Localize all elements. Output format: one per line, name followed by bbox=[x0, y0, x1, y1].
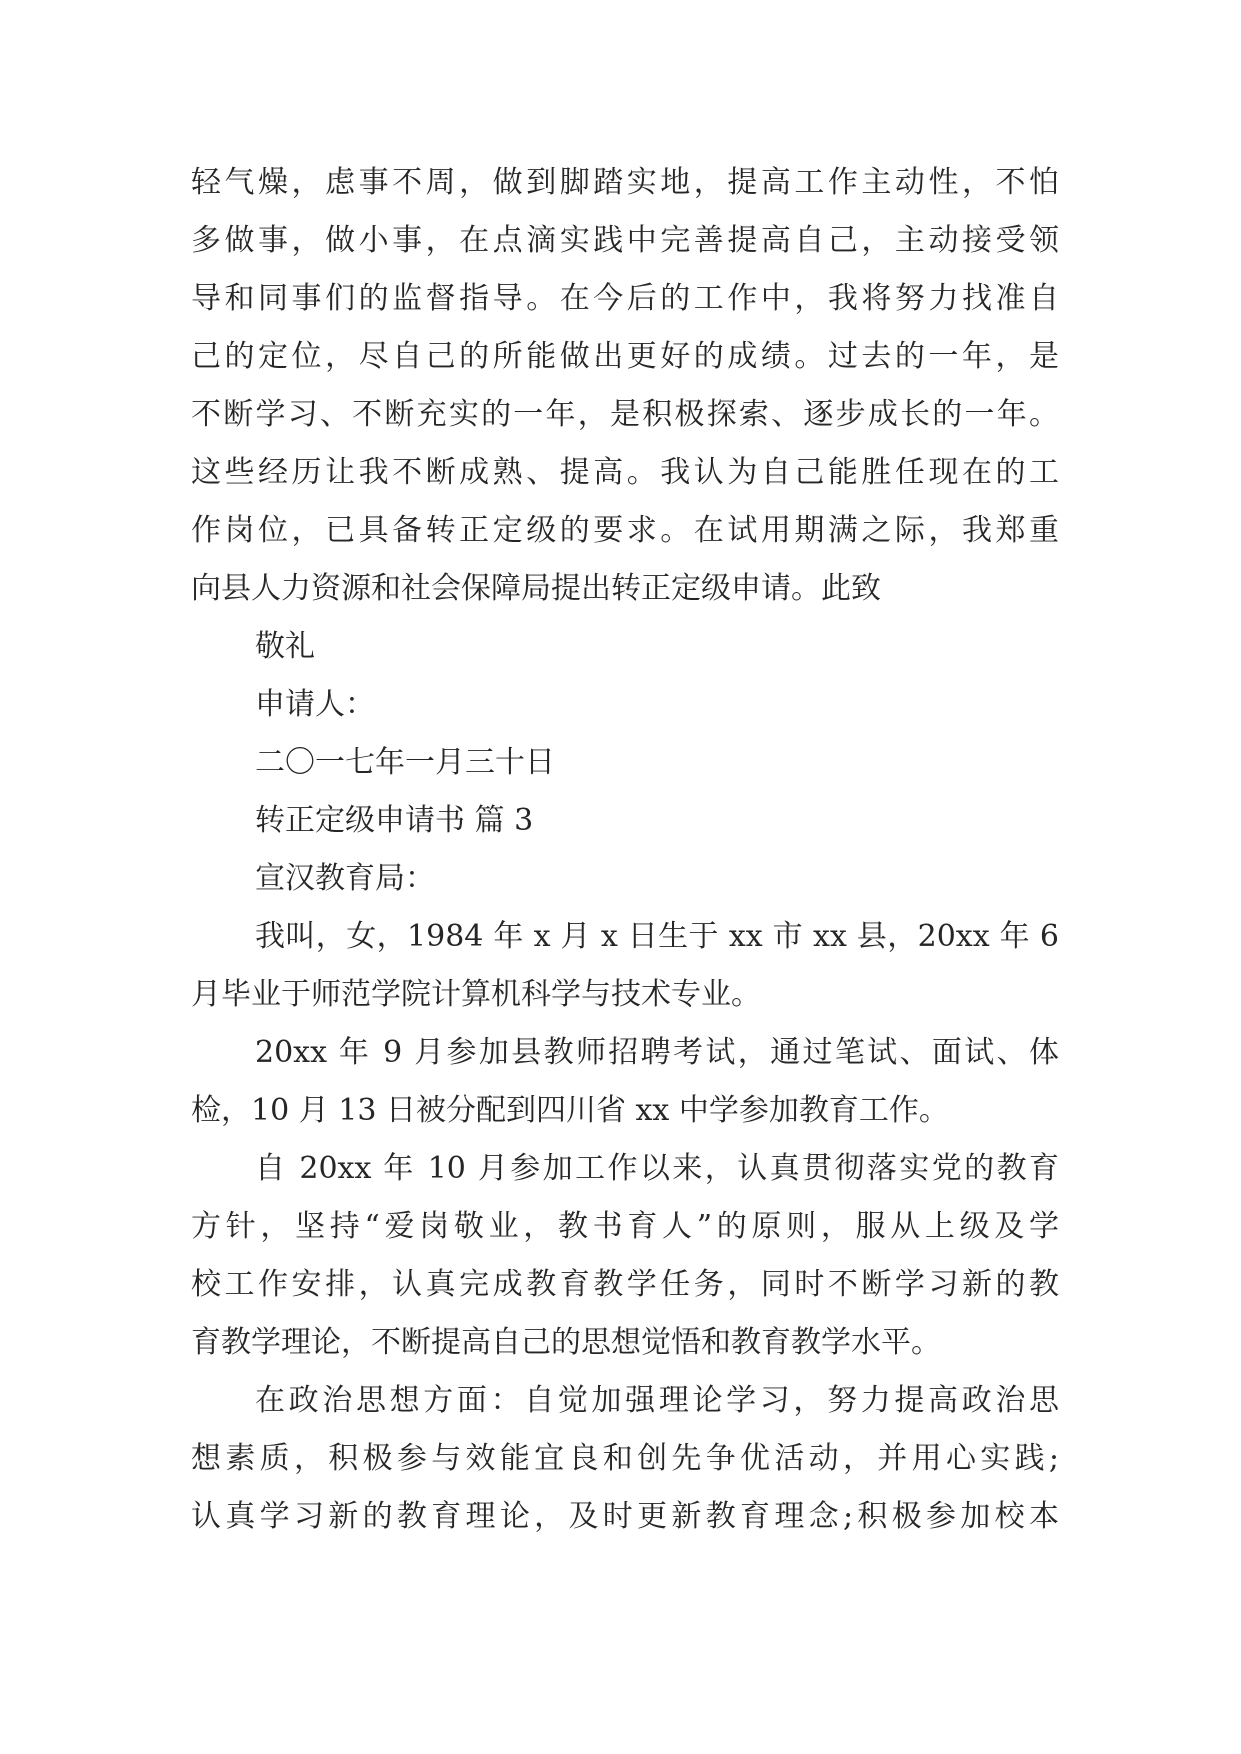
text-line: 月毕业于师范学院计算机科学与技术专业。 bbox=[191, 977, 761, 1012]
text-line: 检，10 月 13 日被分配到四川省 xx 中学参加教育工作。 bbox=[191, 1093, 949, 1128]
text-line: 方针，坚持“爱岗敬业，教书育人”的原则，服从上级及学 bbox=[191, 1209, 1059, 1244]
text-line: 轻气燥，虑事不周，做到脚踏实地，提高工作主动性，不怕 bbox=[191, 165, 1059, 200]
text-line: 作岗位，已具备转正定级的要求。在试用期满之际，我郑重 bbox=[191, 513, 1059, 548]
text-line: 多做事，做小事，在点滴实践中完善提高自己，主动接受领 bbox=[191, 223, 1059, 258]
text-line: 认真学习新的教育理论，及时更新教育理念;积极参加校本 bbox=[191, 1499, 1059, 1534]
text-line: 20xx 年 9 月参加县教师招聘考试，通过笔试、面试、体 bbox=[255, 1035, 1059, 1070]
text-line: 敬礼 bbox=[255, 629, 315, 664]
text-line: 己的定位，尽自己的所能做出更好的成绩。过去的一年，是 bbox=[191, 339, 1059, 374]
text-line: 自 20xx 年 10 月参加工作以来，认真贯彻落实党的教育 bbox=[255, 1151, 1059, 1186]
text-line: 校工作安排，认真完成教育教学任务，同时不断学习新的教 bbox=[191, 1267, 1059, 1302]
document-body bbox=[191, 154, 1059, 1546]
text-line: 想素质，积极参与效能宜良和创先争优活动，并用心实践; bbox=[191, 1441, 1059, 1476]
text-line: 宣汉教育局： bbox=[255, 861, 435, 896]
text-line: 在政治思想方面：自觉加强理论学习，努力提高政治思 bbox=[255, 1383, 1059, 1418]
text-line: 二〇一七年一月三十日 bbox=[255, 745, 555, 780]
text-line: 不断学习、不断充实的一年，是积极探索、逐步成长的一年。 bbox=[191, 397, 1059, 432]
text-line: 我叫，女，1984 年 x 月 x 日生于 xx 市 xx 县，20xx 年 6 bbox=[255, 919, 1059, 954]
text-line: 这些经历让我不断成熟、提高。我认为自己能胜任现在的工 bbox=[191, 455, 1059, 490]
text-line: 申请人： bbox=[255, 687, 375, 722]
text-line: 向县人力资源和社会保障局提出转正定级申请。此致 bbox=[191, 571, 881, 606]
text-line: 转正定级申请书 篇 3 bbox=[255, 803, 534, 838]
text-line: 育教学理论，不断提高自己的思想觉悟和教育教学水平。 bbox=[191, 1325, 941, 1360]
text-line: 导和同事们的监督指导。在今后的工作中，我将努力找准自 bbox=[191, 281, 1059, 316]
